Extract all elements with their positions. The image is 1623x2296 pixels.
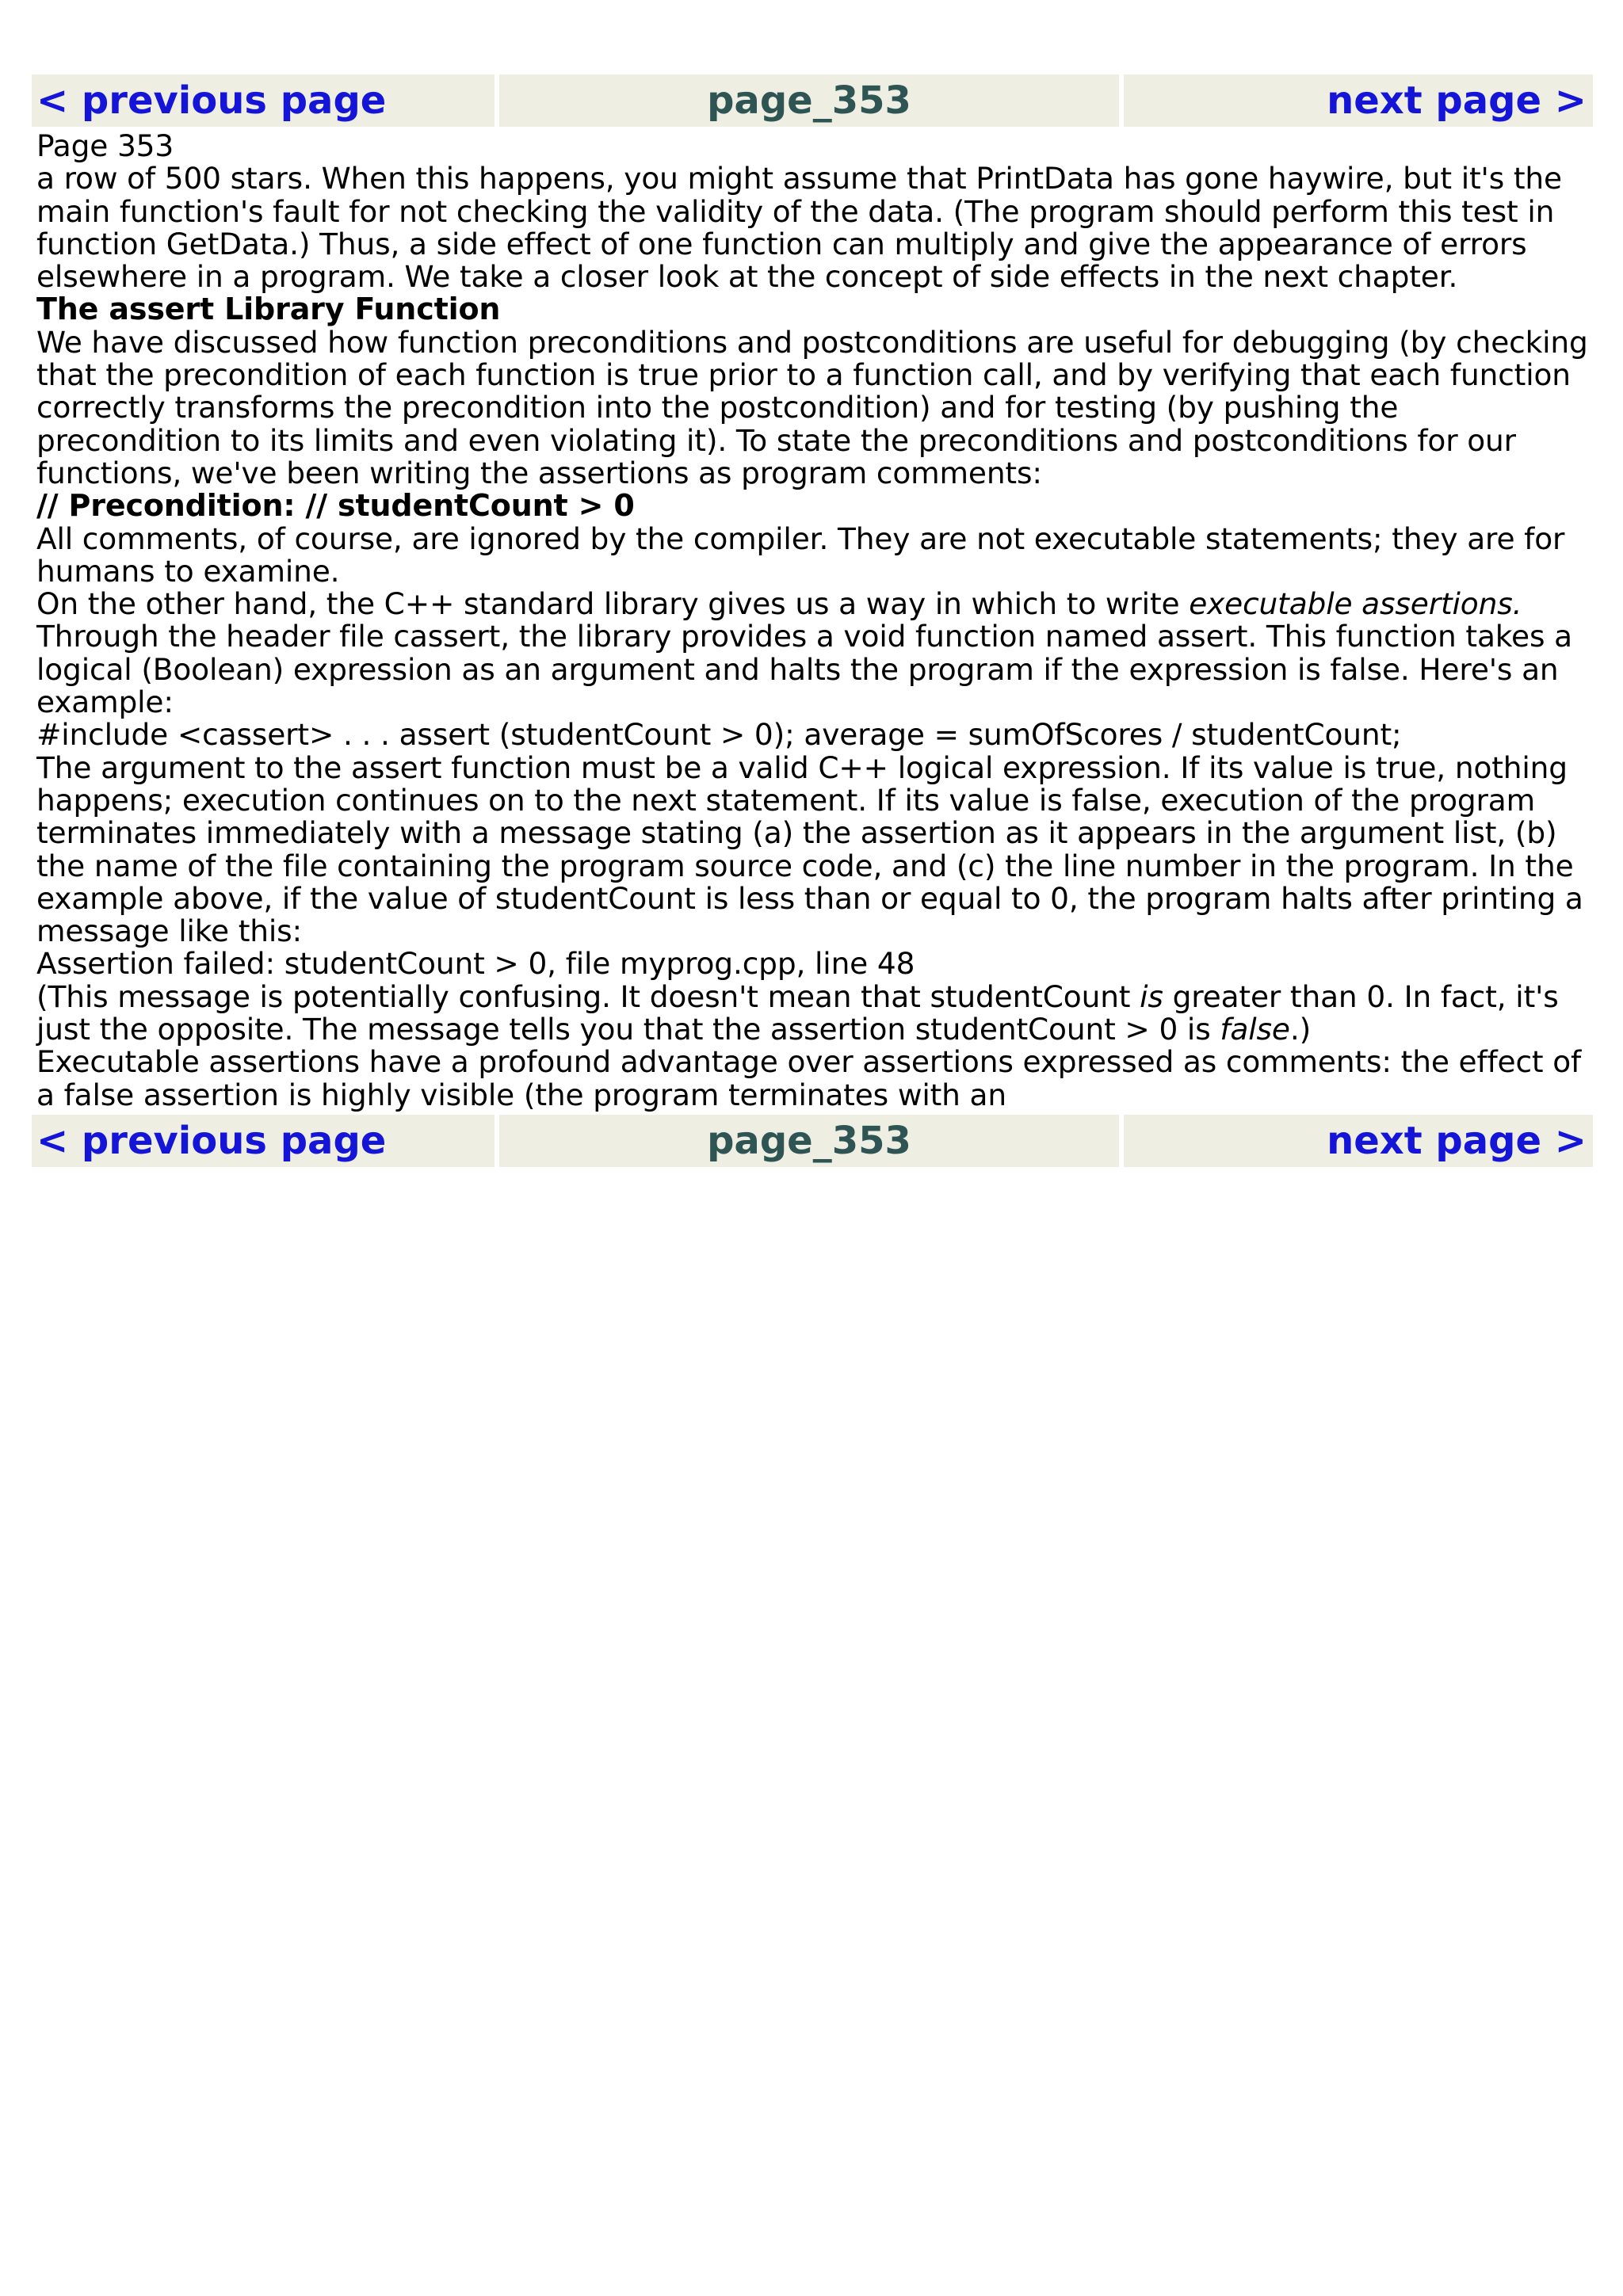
text-span: (This message is potentially confusing. It doesn't mean that studentCount <box>36 978 1140 1014</box>
code-comment: // Precondition: // studentCount > 0 <box>36 488 635 524</box>
paragraph: Executable assertions have a profound advantage over assertions expressed as comments: the effect of a false assertion is highly visible (the program terminates with an <box>36 1044 1582 1112</box>
emphasis: executable assertions. <box>1189 586 1522 622</box>
paragraph <box>36 978 1590 1047</box>
code-example: #include <cassert> . . . assert (studentCount > 0); average = sumOfScores / studentCount; <box>36 717 1402 753</box>
paragraph: The argument to the assert function must be a valid C++ logical expression. If its value is true, nothing happens; execution continues on to the next statement. If its value is false, execution of the program terminates immediately with a message stating (a) the assertion as it appears in the argument list, (b) the name of the file containing the program source code, and (c) the line number in the program. In the example above, if the value of studentCount is less than or equal to 0, the program halts after printing a message like this: <box>36 749 1583 949</box>
next-page-link[interactable]: next page > <box>1124 74 1593 127</box>
text-span: On the other hand, the C++ standard library gives us a way in which to write <box>36 586 1190 622</box>
paragraph: a row of 500 stars. When this happens, you might assume that PrintData has gone haywire, but it's the main function's fault for not checking the validity of the data. (The program should perform this test in function GetData.) Thus, a side effect of one function can multiply and give the appearance of errors elsewhere in a program. We take a closer look at the concept of side effects in the next chapter. <box>36 161 1562 295</box>
emphasis: false <box>1220 1012 1290 1047</box>
page-container <box>32 74 1593 1167</box>
page-label: Page 353 <box>36 128 174 163</box>
previous-page-link[interactable]: < previous page <box>32 74 495 127</box>
paragraph: All comments, of course, are ignored by the compiler. They are not executable statements; they are for humans to examine. <box>36 521 1565 589</box>
top-nav-bar <box>32 74 1593 127</box>
emphasis: is <box>1140 978 1163 1014</box>
section-heading: The assert Library Function <box>36 292 501 327</box>
previous-page-link[interactable]: < previous page <box>32 1115 495 1167</box>
bottom-nav-bar <box>32 1115 1593 1167</box>
paragraph <box>36 588 1590 719</box>
page-indicator: page_353 <box>499 74 1119 127</box>
paragraph: We have discussed how function preconditions and postconditions are useful for debugging (by checking that the precondition of each function is true prior to a function call, and by verifying that each function correctly transforms the precondition into the postcondition) and for testing (by pushing the precondition to its limits and even violating it). To state the preconditions and postconditions for our functions, we've been writing the assertions as program comments: <box>36 324 1588 490</box>
page-indicator: page_353 <box>499 1115 1119 1167</box>
text-span: Through the header file cassert, the library provides a void function named assert. This function takes a logical (Boolean) expression as an argument and halts the program if the expression is false. Here's an example: <box>36 619 1572 720</box>
text-span: greater than 0. In fact, it's just the opposite. The message tells you that the assertion studentCount > 0 is <box>36 978 1559 1047</box>
text-span: .) <box>1289 1012 1312 1047</box>
page-content <box>32 127 1593 1115</box>
error-message: Assertion failed: studentCount > 0, file myprog.cpp, line 48 <box>36 946 915 982</box>
next-page-link[interactable]: next page > <box>1124 1115 1593 1167</box>
